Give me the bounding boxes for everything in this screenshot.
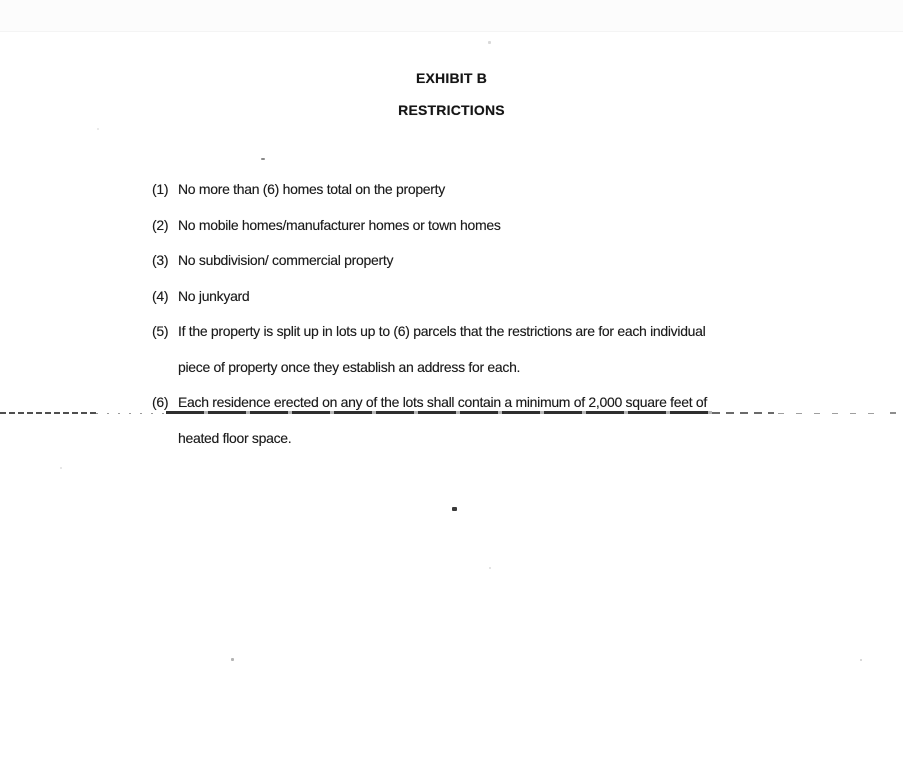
scan-speck	[452, 507, 457, 511]
document-header	[0, 70, 903, 118]
list-item	[152, 172, 812, 208]
list-item-number: (6)	[152, 394, 169, 410]
list-item-text	[178, 314, 812, 385]
list-item-text-line: Each residence erected on any of the lots shall contain a minimum of 2,000 square feet of	[178, 394, 707, 410]
list-item-number: (1)	[152, 181, 169, 197]
list-item	[152, 314, 812, 385]
scan-crease-segment	[96, 413, 166, 414]
list-item-text-line: heated floor space.	[178, 429, 292, 446]
scan-speck	[231, 658, 234, 661]
scan-edge-strip	[0, 0, 903, 32]
scan-crease-segment	[890, 412, 896, 414]
list-item-number: (4)	[152, 287, 169, 304]
list-item-text	[178, 385, 812, 456]
scan-speck	[261, 158, 265, 160]
list-item-number: (3)	[152, 252, 169, 268]
list-item-text	[178, 279, 812, 315]
document-subtitle: RESTRICTIONS	[398, 102, 505, 118]
list-item-number: (5)	[152, 323, 169, 339]
list-item-text	[178, 172, 812, 208]
scan-crease-segment	[712, 412, 774, 414]
list-item-text	[178, 208, 812, 244]
list-item-text-line: No subdivision/ commercial property	[178, 252, 394, 268]
list-item-number: (2)	[152, 216, 169, 233]
scan-crease-segment	[0, 412, 96, 414]
list-item-text-line: No mobile homes/manufacturer homes or town homes	[178, 216, 501, 233]
list-item	[152, 385, 812, 456]
list-item	[152, 243, 812, 279]
scan-speck	[97, 128, 99, 130]
scan-crease-segment	[166, 411, 712, 414]
scan-speck	[60, 467, 62, 469]
list-item	[152, 279, 812, 315]
scan-speck	[489, 567, 491, 569]
document-title: EXHIBIT B	[415, 70, 488, 86]
list-item	[152, 208, 812, 244]
list-item-text-line: No junkyard	[178, 287, 250, 304]
list-item-text-line: piece of property once they establish an address for each.	[178, 358, 521, 375]
list-item-text	[178, 243, 812, 279]
scan-speck	[488, 41, 491, 44]
list-item-text-line: If the property is split up in lots up to (6) parcels that the restrictions are for each individual	[178, 323, 706, 339]
scan-speck	[860, 659, 862, 661]
list-item-text-line: No more than (6) homes total on the property	[178, 181, 445, 197]
scan-crease-segment	[778, 413, 882, 414]
